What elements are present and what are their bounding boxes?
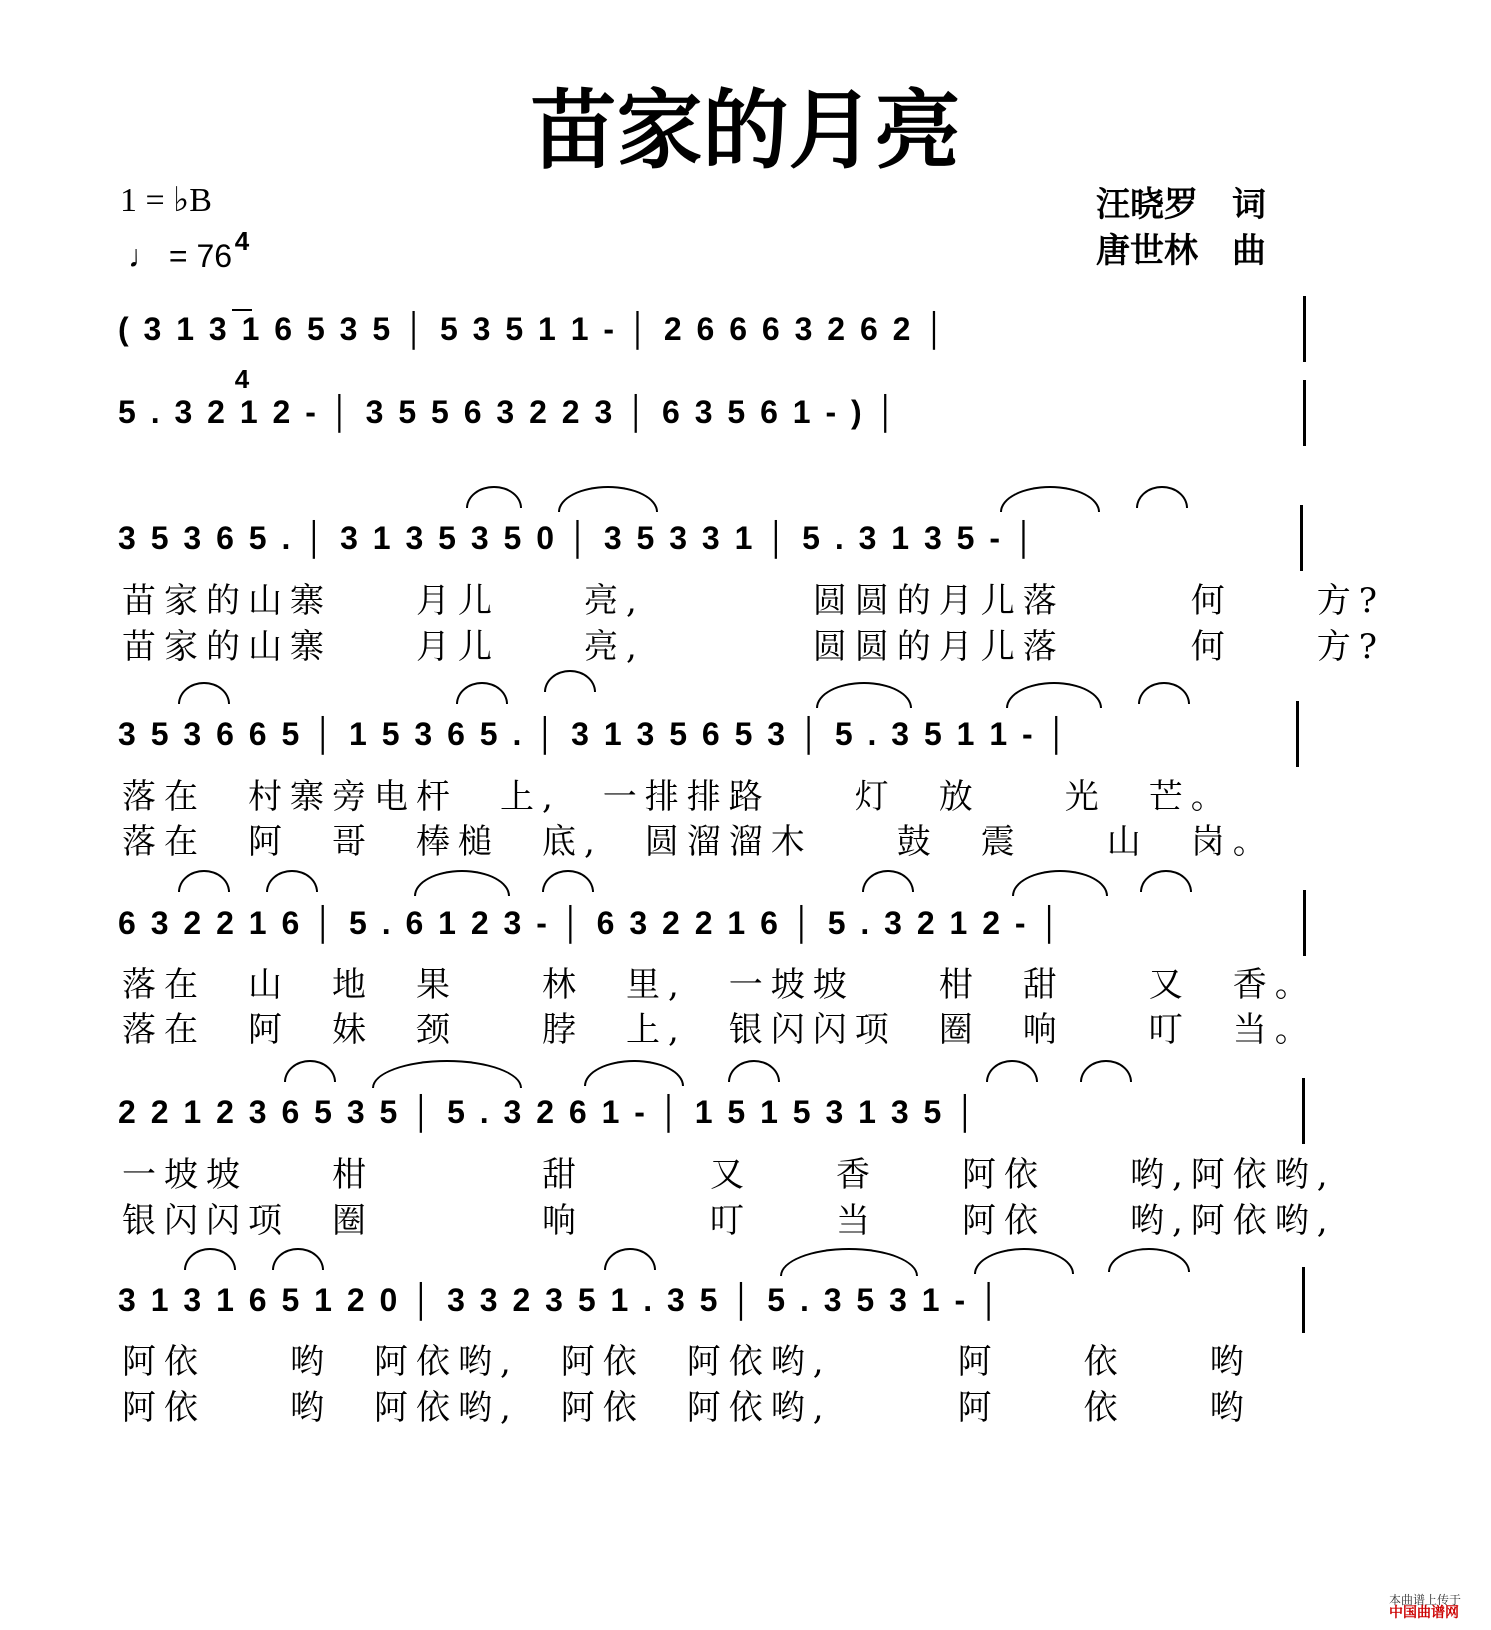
slur-mark (862, 870, 914, 892)
slur-mark (414, 870, 510, 896)
slur-mark (1140, 870, 1192, 892)
slur-mark (542, 870, 594, 892)
lyric-row-5-verse-1: 落在 山 地 果 林 里, 一坡坡 柑 甜 又 香。 (122, 965, 1317, 1005)
notation-row-4: 3 5 3 6 6 5 │ 1 5 3 6 5 . │ 3 1 3 5 6 5 3 │ 5 . 3 5 1 1 - │ (118, 716, 1071, 752)
notation-row-2: 5 . 3 2 1 2 - │ 3 5 5 6 3 2 2 3 │ 6 3 5 6 1 - ) │ (118, 394, 900, 430)
lyric-row-4-verse-2: 落在 阿 哥 棒槌 底, 圆溜溜木 鼓 震 山 岗。 (122, 822, 1275, 862)
slur-mark (1080, 1060, 1132, 1082)
time-signature (232, 176, 252, 418)
upload-credit-label: 本曲谱上传于 (1388, 1593, 1461, 1607)
time-signature-bottom: 4 (234, 364, 250, 394)
barline-row-1-end (1303, 296, 1306, 362)
slur-mark (1000, 486, 1100, 512)
slur-mark (1138, 682, 1190, 704)
slur-mark (1136, 486, 1188, 508)
slur-mark (584, 1060, 684, 1086)
slur-mark (974, 1248, 1074, 1274)
slur-mark (604, 1248, 656, 1270)
slur-mark (178, 682, 230, 704)
slur-mark (816, 682, 912, 708)
lyric-row-7-verse-2: 阿依 哟 阿依哟, 阿依 阿依哟, 阿 依 哟 (122, 1388, 1252, 1428)
lyric-row-6-verse-1: 一坡坡 柑 甜 又 香 阿依 哟,阿依哟, (122, 1155, 1336, 1195)
barline-row-6-end (1302, 1078, 1305, 1144)
slur-mark (284, 1060, 336, 1082)
lyric-row-6-verse-2: 银闪闪项 圈 响 叮 当 阿依 哟,阿依哟, (122, 1201, 1336, 1241)
slur-mark (1012, 870, 1108, 896)
notation-row-3: 3 5 3 6 5 . │ 3 1 3 5 3 5 0 │ 3 5 3 3 1 │ 5 . 3 1 3 5 - │ (118, 520, 1038, 556)
lyricist-credit: 汪晓罗 词 (1096, 185, 1266, 225)
notation-row-1: ( 3 1 3 1 6 5 3 5 │ 5 3 5 1 1 - │ 2 6 6 6 3 2 6 2 │ (118, 311, 949, 347)
barline-row-5-end (1303, 890, 1306, 956)
site-logo: 中国曲谱网 (1388, 1605, 1459, 1621)
barline-row-3-end (1300, 505, 1303, 571)
slur-mark (544, 670, 596, 692)
slur-mark (1108, 1248, 1190, 1272)
notation-row-6: 2 2 1 2 3 6 5 3 5 │ 5 . 3 2 6 1 - │ 1 5 1 5 3 1 3 5 │ (118, 1094, 980, 1130)
key-signature: 1 = ♭B (120, 182, 212, 219)
tempo-marking: ♩ = 76 (128, 238, 233, 274)
lyric-row-3-verse-1: 苗家的山寨 月儿 亮, 圆圆的月儿落 何 方? (122, 581, 1386, 621)
slur-mark (558, 486, 658, 512)
slur-mark (272, 1248, 324, 1270)
slur-mark (1006, 682, 1102, 708)
slur-mark (466, 486, 522, 508)
slur-mark (456, 682, 508, 704)
slur-mark (178, 870, 230, 892)
slur-mark (780, 1248, 918, 1276)
time-signature-top: 4 (234, 226, 250, 256)
lyric-row-7-verse-1: 阿依 哟 阿依哟, 阿依 阿依哟, 阿 依 哟 (122, 1342, 1252, 1382)
composer-credit: 唐世林 曲 (1096, 231, 1266, 271)
notation-row-5: 6 3 2 2 1 6 │ 5 . 6 1 2 3 - │ 6 3 2 2 1 6 │ 5 . 3 2 1 2 - │ (118, 905, 1064, 941)
song-title: 苗家的月亮 (530, 81, 961, 181)
slur-mark (372, 1060, 522, 1088)
upload-credit (1381, 1582, 1461, 1620)
lyric-row-5-verse-2: 落在 阿 妹 颈 脖 上, 银闪闪项 圈 响 叮 当。 (122, 1010, 1317, 1050)
slur-mark (728, 1060, 780, 1082)
lyric-row-3-verse-2: 苗家的山寨 月儿 亮, 圆圆的月儿落 何 方? (122, 627, 1386, 667)
lyric-row-4-verse-1: 落在 村寨旁电杆 上, 一排排路 灯 放 光 芒。 (122, 777, 1233, 817)
slur-mark (184, 1248, 236, 1270)
slur-mark (266, 870, 318, 892)
barline-row-7-end (1302, 1267, 1305, 1333)
notation-row-7: 3 1 3 1 6 5 1 2 0 │ 3 3 2 3 5 1 . 3 5 │ 5 . 3 5 3 1 - │ (118, 1282, 1004, 1318)
slur-mark (986, 1060, 1038, 1082)
barline-row-4-end (1296, 701, 1299, 767)
barline-row-2-end (1303, 380, 1306, 446)
